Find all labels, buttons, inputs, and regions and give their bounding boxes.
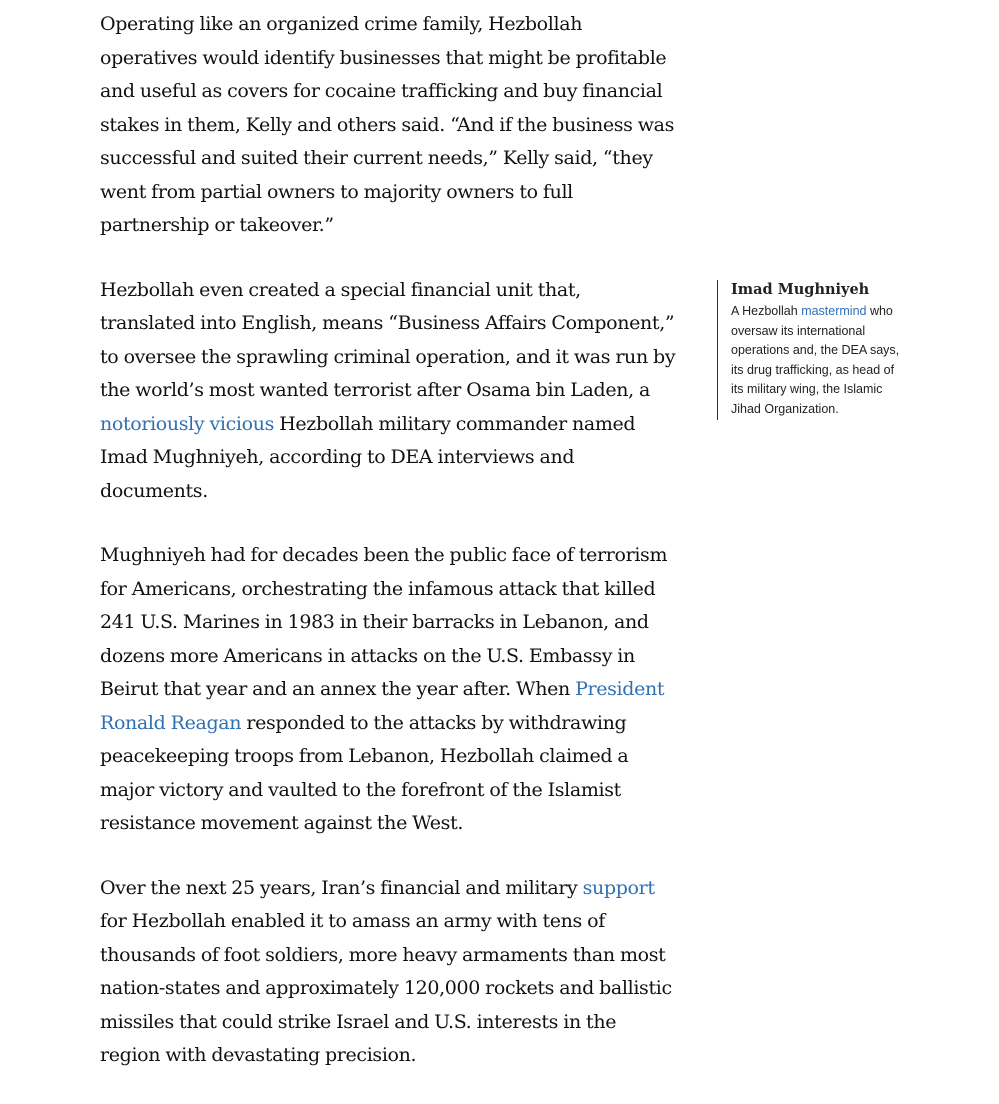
paragraph-3-text-before: Mughniyeh had for decades been the public face of terrorism for Americans, orchestrating the infamous attack that killed 241 U.S. Marines in 1983 in their barracks in Lebanon, and dozens more Americans in attacks on the U.S. Embassy in Beirut that year and an annex the year after. When [100,544,668,700]
support-link[interactable]: support [582,876,655,899]
mastermind-link[interactable]: mastermind [801,304,867,318]
sidebar-text-after: who oversaw its international operations and, the DEA says, its drug trafficking, as head of its military wing, the Islamic Jihad Organization. [731,304,900,416]
sidebar-title: Imad Mughniyeh [731,281,870,298]
sidebar-text [731,302,907,420]
paragraph-2-text-after: Hezbollah military commander named Imad Mughniyeh, according to DEA interviews and documents. [100,412,636,502]
paragraph-2-text-before: Hezbollah even created a special financial unit that, translated into English, means “Business Affairs Component,” to oversee the sprawling criminal operation, and it was run by the world’s most wanted terrorist after Osama bin Laden, a [100,278,676,401]
paragraph-3 [100,539,680,841]
notoriously-vicious-link[interactable]: notoriously vicious [100,412,274,435]
sidebar-text-before: A Hezbollah [731,304,802,318]
paragraph-1 [100,8,680,243]
paragraph-4-text-after: for Hezbollah enabled it to amass an army with tens of thousands of foot soldiers, more heavy armaments than most nation-states and approximately 120,000 rockets and ballistic missiles that could strike Israel and U.S. interests in the region with devastating precision. [100,910,672,1066]
paragraph-1-text: Operating like an organized crime family, Hezbollah operatives would identify businesses that might be profitable and useful as covers for cocaine trafficking and buy financial stakes in them, Kelly and others said. “And if the business was successful and suited their current needs,” Kelly said, “they went from partial owners to majority owners to full partnership or takeover.” [100,13,675,236]
paragraph-2 [100,274,680,509]
sidebar-note [717,280,907,420]
article-body [100,8,680,1104]
paragraph-4-text-before: Over the next 25 years, Iran’s financial and military [100,876,583,899]
president-ronald-reagan-link[interactable]: President Ronald Reagan [100,678,665,734]
paragraph-4 [100,872,680,1073]
paragraph-3-text-after: responded to the attacks by withdrawing peacekeeping troops from Lebanon, Hezbollah claimed a major victory and vaulted to the forefront of the Islamist resistance movement against the West. [100,711,629,834]
